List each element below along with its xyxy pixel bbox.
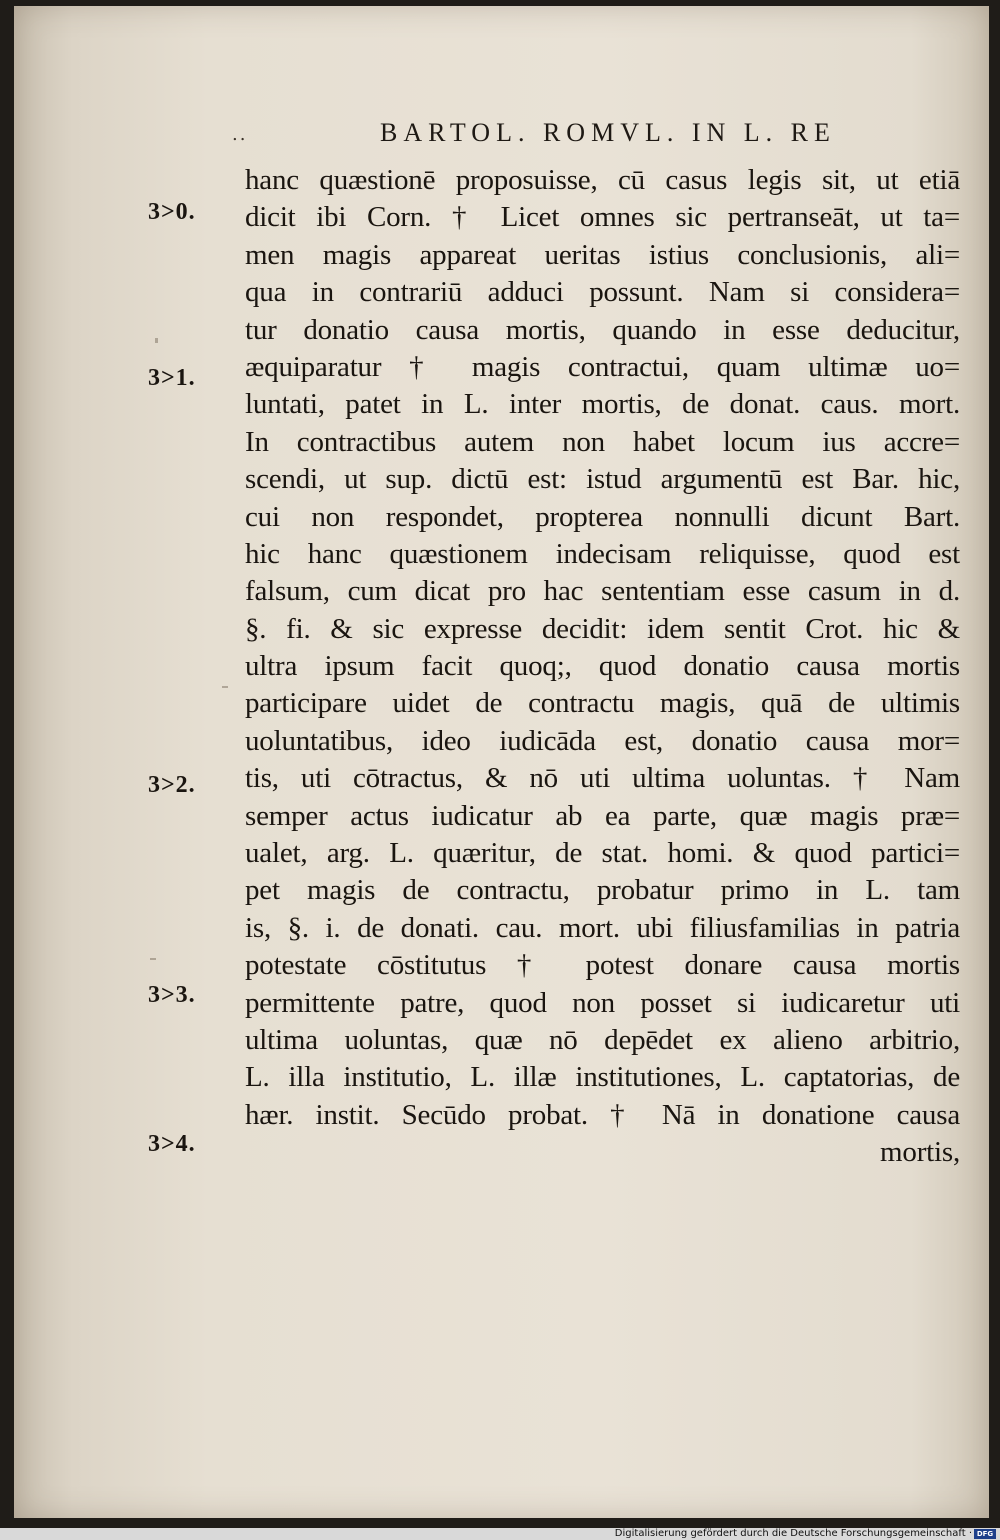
text-line: hær. instit. Secūdo probat. † Nā in donatione causa	[245, 1098, 960, 1131]
text-line: ultra ipsum facit quoq;, quod donatio causa mortis	[245, 650, 960, 683]
dfg-logo: DFG	[974, 1529, 996, 1539]
text-line: ultima uoluntas, quæ nō depēdet ex alieno arbitrio,	[245, 1023, 960, 1056]
text-line: luntati, patet in L. inter mortis, de donat. caus. mort.	[245, 388, 960, 421]
text-line: uoluntatibus, ideo iudicāda est, donatio causa mor=	[245, 724, 960, 757]
text-line: semper actus iudicatur ab ea parte, quæ magis præ=	[245, 799, 960, 832]
margin-number: 3>1.	[148, 365, 196, 391]
text-line: scendi, ut sup. dictū est: istud argumentū est Bar. hic,	[245, 463, 960, 496]
running-head: BARTOL. ROMVL. IN L. RE	[380, 118, 836, 147]
text-line: æquiparatur † magis contractui, quam ultimæ uo=	[245, 350, 960, 383]
text-line: men magis appareat ueritas istius conclusionis, ali=	[245, 238, 960, 271]
margin-number: 3>2.	[148, 772, 196, 798]
text-line: tur donatio causa mortis, quando in esse deducitur,	[245, 313, 960, 346]
text-line: hic hanc quæstionem indecisam reliquisse, quod est	[245, 537, 960, 570]
text-line: In contractibus autem non habet locum ius accre=	[245, 425, 960, 458]
text-line: ualet, arg. L. quæritur, de stat. homi. & quod partici=	[245, 837, 960, 870]
catchword: mortis,	[880, 1136, 960, 1169]
margin-number: 3>3.	[148, 982, 196, 1008]
margin-number: 3>0.	[148, 199, 196, 225]
main-text-block	[245, 162, 960, 1172]
text-line: participare uidet de contractu magis, quā de ultimis	[245, 687, 960, 720]
text-line: dicit ibi Corn. † Licet omnes sic pertranseāt, ut ta=	[245, 201, 960, 234]
digitization-credit: Digitalisierung gefördert durch die Deutsche Forschungsgemeinschaft ·	[614, 1528, 972, 1539]
ink-speck	[222, 686, 228, 688]
text-line: permittente patre, quod non posset si iudicaretur uti	[245, 986, 960, 1019]
text-line: qua in contrariū adduci possunt. Nam si considera=	[245, 276, 960, 309]
running-head-dots: ..	[232, 124, 248, 145]
ink-speck	[155, 338, 158, 343]
text-line: pet magis de contractu, probatur primo in L. tam	[245, 874, 960, 907]
text-line: tis, uti cōtractus, & nō uti ultima uoluntas. † Nam	[245, 762, 960, 795]
text-line: L. illa institutio, L. illæ institutiones, L. captatorias, de	[245, 1061, 960, 1094]
text-line: cui non respondet, propterea nonnulli dicunt Bart.	[245, 500, 960, 533]
margin-number: 3>4.	[148, 1131, 196, 1157]
text-line: hanc quæstionē proposuisse, cū casus legis sit, ut etiā	[245, 164, 960, 196]
text-line: is, §. i. de donati. cau. mort. ubi filiusfamilias in patria	[245, 911, 960, 944]
text-line: potestate cōstitutus † potest donare causa mortis	[245, 949, 960, 982]
credit-bar	[0, 1528, 1000, 1540]
text-line: falsum, cum dicat pro hac sententiam esse casum in d.	[245, 575, 960, 608]
ink-speck	[150, 958, 156, 960]
text-line: §. fi. & sic expresse decidit: idem sentit Crot. hic &	[245, 612, 960, 645]
